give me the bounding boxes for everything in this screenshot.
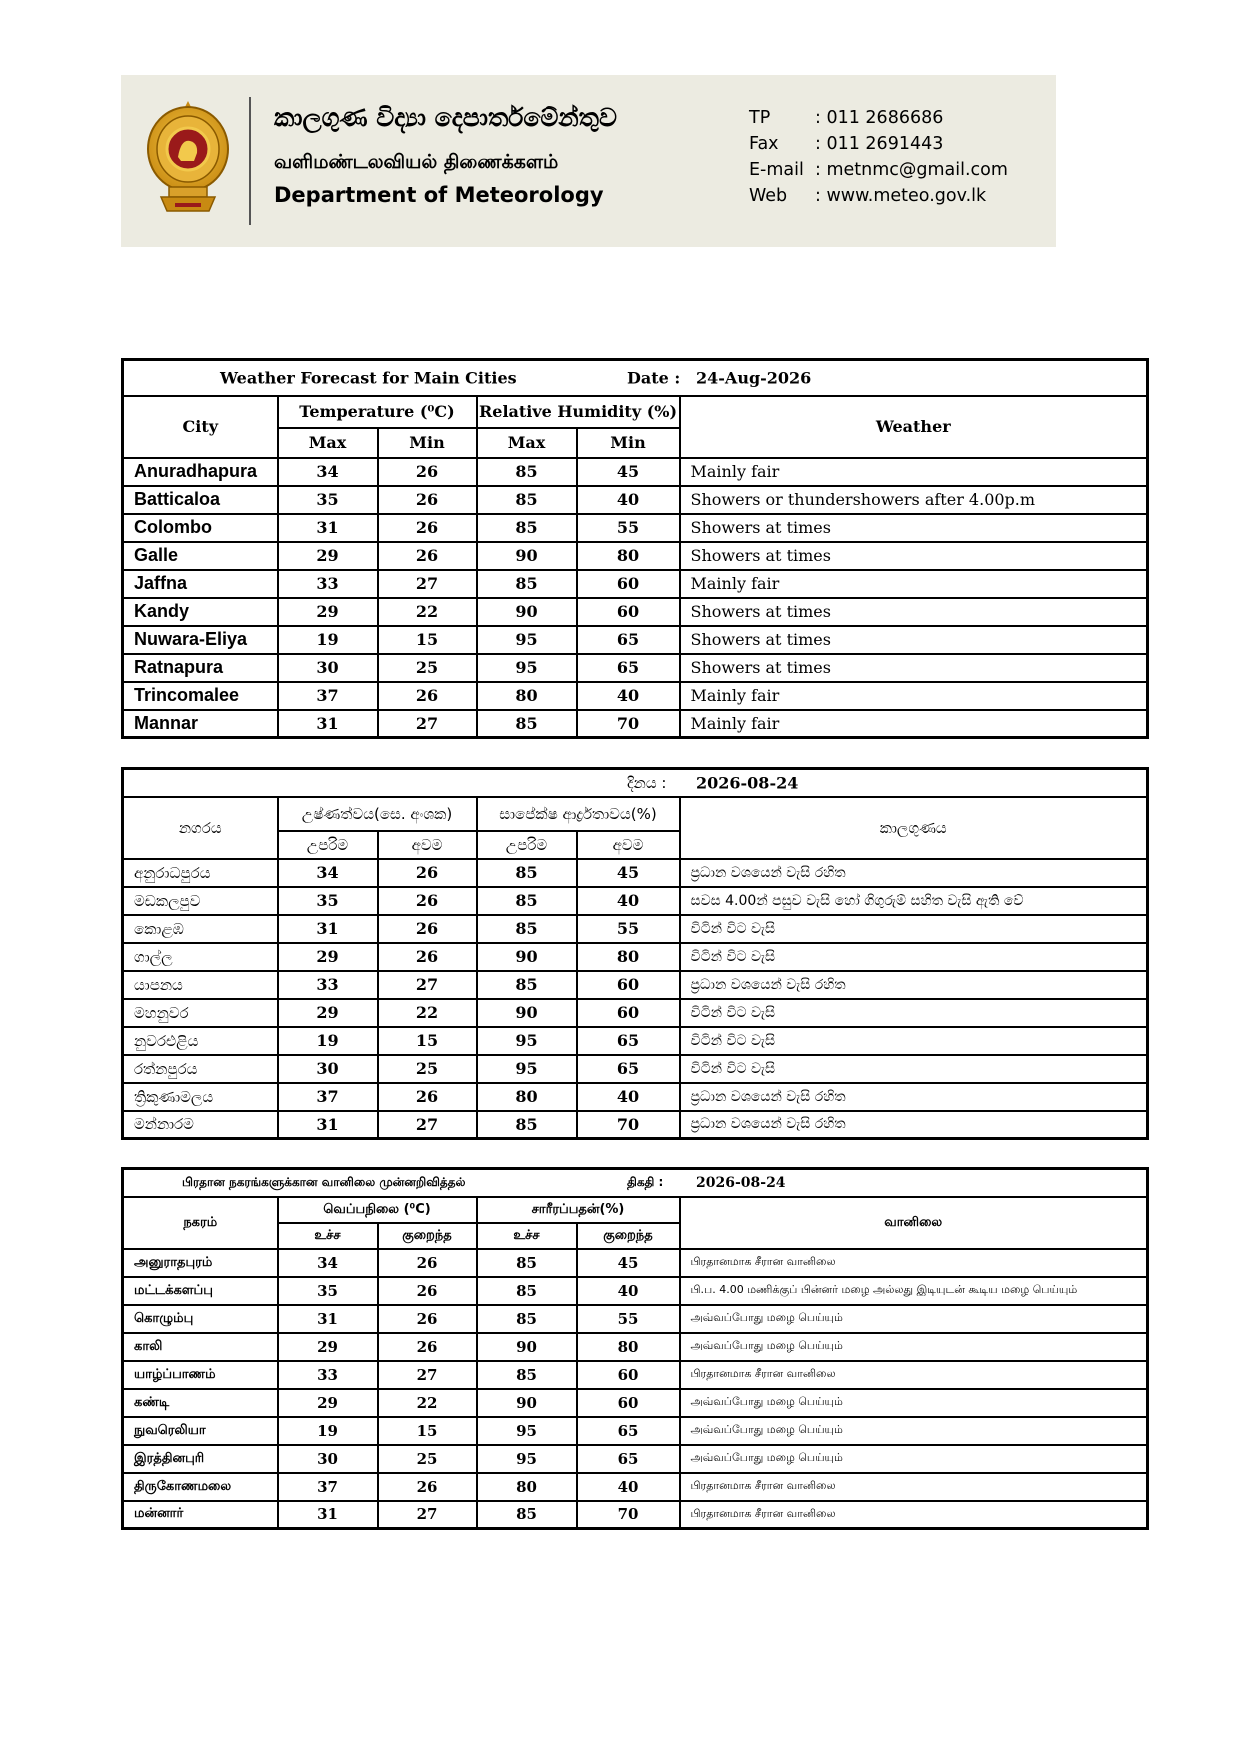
contact-email [749,157,1008,183]
city-name: ගාල්ල [123,943,278,971]
temp-max: 33 [278,971,378,999]
temp-min: 26 [378,1333,477,1361]
table-row [123,486,1148,514]
weather-condition: பி.ப. 4.00 மணிக்குப் பின்னர் மழை அல்லது இடியுடன் கூடிய மழை பெய்யும் [680,1277,1148,1305]
temp-min: 25 [378,1445,477,1473]
humidity-min: 70 [577,1111,680,1139]
temp-max: 29 [278,1389,378,1417]
temp-min: 22 [378,1389,477,1417]
city-name: அனுராதபுரம் [123,1249,278,1277]
contact-value[interactable]: : metnmc@gmail.com [815,160,1008,180]
temp-min: 26 [378,682,477,710]
weather-condition: Showers at times [680,514,1148,542]
city-name: මහනුවර [123,999,278,1027]
header-temp-min: අවම [378,831,477,859]
table-title-row [123,360,1148,396]
weather-condition: ප්‍රධාන වශයෙන් වැසි රහිත [680,1083,1148,1111]
humidity-max: 95 [477,1055,577,1083]
table-row [123,1501,1148,1529]
temp-max: 31 [278,1501,378,1529]
weather-condition: அவ்வப்போது மழை பெய்யும் [680,1305,1148,1333]
table-row [123,514,1148,542]
date-label: Date : [627,368,681,388]
weather-condition: பிரதானமாக சீரான வானிலை [680,1249,1148,1277]
city-name: Jaffna [123,570,278,598]
weather-condition: Showers at times [680,598,1148,626]
city-name: නුවරඑළිය [123,1027,278,1055]
temp-min: 22 [378,999,477,1027]
weather-condition: විටින් විට වැසි [680,1027,1148,1055]
header-rh-min: குறைந்த [577,1223,680,1249]
weather-condition: Showers at times [680,542,1148,570]
table-row [123,971,1148,999]
temp-min: 26 [378,1249,477,1277]
header-city: නගරය [123,797,278,859]
humidity-max: 85 [477,1361,577,1389]
humidity-min: 60 [577,598,680,626]
contact-label: E-mail [749,160,804,180]
table-row [123,1111,1148,1139]
contact-label: Web [749,186,788,206]
table-row [123,1027,1148,1055]
weather-condition: பிரதானமாக சீரான வானிலை [680,1501,1148,1529]
humidity-max: 90 [477,1389,577,1417]
humidity-max: 80 [477,1473,577,1501]
humidity-max: 85 [477,887,577,915]
weather-condition: அவ்வப்போது மழை பெய்யும் [680,1389,1148,1417]
temp-min: 27 [378,971,477,999]
table-row [123,598,1148,626]
city-name: நுவரெலியா [123,1417,278,1445]
contact-value: : 011 2686686 [815,108,944,128]
humidity-min: 65 [577,626,680,654]
table-row [123,626,1148,654]
weather-condition: அவ்வப்போது மழை பெய்யும் [680,1445,1148,1473]
temp-min: 27 [378,1501,477,1529]
city-name: රත්නපුරය [123,1055,278,1083]
city-name: கொழும்பு [123,1305,278,1333]
letterhead-banner [121,75,1056,247]
header-temp-max: උපරිම [278,831,378,859]
weather-condition: ප්‍රධාන වශයෙන් වැසි රහිත [680,971,1148,999]
temp-max: 34 [278,859,378,887]
temp-min: 22 [378,598,477,626]
table-row [123,1277,1148,1305]
temp-max: 37 [278,682,378,710]
weather-condition: அவ்வப்போது மழை பெய்யும் [680,1417,1148,1445]
header-rh-max: උපරිම [477,831,577,859]
temp-min: 27 [378,570,477,598]
table-row [123,1361,1148,1389]
temp-max: 29 [278,943,378,971]
header-rh-min: අවම [577,831,680,859]
weather-condition: ප්‍රධාන වශයෙන් වැසි රහිත [680,859,1148,887]
humidity-max: 85 [477,1277,577,1305]
humidity-max: 85 [477,458,577,486]
humidity-max: 90 [477,1333,577,1361]
humidity-min: 40 [577,1083,680,1111]
humidity-min: 40 [577,486,680,514]
city-name: Nuwara-Eliya [123,626,278,654]
temp-min: 27 [378,710,477,738]
temp-min: 15 [378,1417,477,1445]
humidity-max: 95 [477,654,577,682]
temp-min: 26 [378,1083,477,1111]
temp-max: 35 [278,887,378,915]
city-name: ත්‍රිකුණාමලය [123,1083,278,1111]
temp-max: 31 [278,1111,378,1139]
city-name: மட்டக்களப்பு [123,1277,278,1305]
forecast-date: 2026-08-24 [696,773,799,793]
humidity-max: 80 [477,682,577,710]
header-rh-max: Max [477,428,577,458]
humidity-max: 95 [477,1445,577,1473]
temp-min: 26 [378,486,477,514]
header-humidity: සාපේක්ෂ ආර්ද්‍රතාවය(%) [477,797,680,831]
city-name: යාපනය [123,971,278,999]
city-name: திருகோணமலை [123,1473,278,1501]
temp-min: 15 [378,1027,477,1055]
table-body [123,1249,1148,1529]
temp-min: 26 [378,1473,477,1501]
table-row [123,1389,1148,1417]
header-temperature: Temperature (⁰C) [278,396,477,428]
banner-divider [249,97,251,225]
header-humidity: சாரீரப்பதன்(%) [477,1197,680,1223]
city-name: Colombo [123,514,278,542]
temp-min: 26 [378,915,477,943]
humidity-min: 45 [577,859,680,887]
contact-value[interactable]: : www.meteo.gov.lk [815,186,987,206]
humidity-max: 85 [477,1305,577,1333]
city-name: மன்னார் [123,1501,278,1529]
temp-max: 29 [278,999,378,1027]
table-row [123,654,1148,682]
city-name: இரத்தினபுரி [123,1445,278,1473]
table-row [123,887,1148,915]
humidity-min: 40 [577,1277,680,1305]
table-body [123,859,1148,1139]
temp-max: 34 [278,1249,378,1277]
header-temp-min: குறைந்த [378,1223,477,1249]
table-row [123,682,1148,710]
table-row [123,458,1148,486]
humidity-max: 85 [477,971,577,999]
humidity-max: 90 [477,598,577,626]
weather-condition: பிரதானமாக சீரான வானிலை [680,1473,1148,1501]
humidity-min: 40 [577,887,680,915]
temp-max: 30 [278,1055,378,1083]
temp-max: 29 [278,598,378,626]
humidity-max: 85 [477,486,577,514]
humidity-min: 60 [577,1389,680,1417]
temp-max: 31 [278,915,378,943]
humidity-min: 65 [577,1055,680,1083]
temp-max: 34 [278,458,378,486]
table-row [123,1305,1148,1333]
humidity-min: 65 [577,1417,680,1445]
temp-min: 26 [378,943,477,971]
table-row [123,915,1148,943]
contact-details [749,105,1008,209]
humidity-max: 95 [477,1027,577,1055]
weather-condition: அவ்வப்போது மழை பெய்யும் [680,1333,1148,1361]
temp-max: 35 [278,486,378,514]
contact-label: TP [749,108,771,128]
table-row [123,710,1148,738]
city-name: யாழ்ப்பாணம் [123,1361,278,1389]
humidity-max: 80 [477,1083,577,1111]
weather-condition: Showers at times [680,626,1148,654]
humidity-max: 85 [477,1249,577,1277]
temp-max: 35 [278,1277,378,1305]
humidity-min: 55 [577,1305,680,1333]
city-name: காலி [123,1333,278,1361]
table-row [123,570,1148,598]
city-name: අනුරාධපුරය [123,859,278,887]
header-city: நகரம் [123,1197,278,1249]
temp-max: 33 [278,1361,378,1389]
temp-min: 26 [378,1305,477,1333]
temp-min: 26 [378,542,477,570]
humidity-max: 85 [477,570,577,598]
humidity-max: 85 [477,859,577,887]
header-rh-min: Min [577,428,680,458]
temp-max: 30 [278,654,378,682]
temp-max: 31 [278,710,378,738]
humidity-max: 90 [477,542,577,570]
table-row [123,542,1148,570]
humidity-max: 95 [477,626,577,654]
table-title: பிரதான நகரங்களுக்கான வானிலை முன்னறிவித்தல் [182,1174,466,1189]
humidity-max: 85 [477,1501,577,1529]
temp-max: 31 [278,514,378,542]
department-name-sinhala: කාලගුණ විද්‍යා දෙපාර්තමේන්තුව [274,103,617,132]
table-body [123,458,1148,738]
city-name: Kandy [123,598,278,626]
forecast-table-tamil [121,1167,1149,1530]
humidity-min: 40 [577,1473,680,1501]
forecast-date: 2026-08-24 [696,1174,786,1191]
temp-min: 26 [378,1277,477,1305]
weather-condition: Mainly fair [680,570,1148,598]
temp-min: 27 [378,1111,477,1139]
table-row [123,1333,1148,1361]
header-city: City [123,396,278,458]
humidity-min: 65 [577,1027,680,1055]
table-title-row [123,769,1148,797]
contact-value: : 011 2691443 [815,134,944,154]
contact-label: Fax [749,134,779,154]
city-name: Anuradhapura [123,458,278,486]
table-row [123,999,1148,1027]
contact-phone [749,105,1008,131]
header-rh-max: உச்ச [477,1223,577,1249]
temp-min: 26 [378,458,477,486]
humidity-min: 80 [577,542,680,570]
table-row [123,1249,1148,1277]
temp-max: 29 [278,1333,378,1361]
table-row [123,859,1148,887]
weather-condition: Mainly fair [680,682,1148,710]
header-weather: Weather [680,396,1148,458]
temp-max: 19 [278,626,378,654]
temp-max: 37 [278,1083,378,1111]
humidity-min: 70 [577,1501,680,1529]
city-name: கண்டி [123,1389,278,1417]
table-row [123,1473,1148,1501]
humidity-min: 65 [577,1445,680,1473]
city-name: Mannar [123,710,278,738]
temp-max: 19 [278,1417,378,1445]
header-humidity: Relative Humidity (%) [477,396,680,428]
weather-condition: Showers or thundershowers after 4.00p.m [680,486,1148,514]
humidity-min: 45 [577,1249,680,1277]
weather-condition: ප්‍රධාන වශයෙන් වැසි රහිත [680,1111,1148,1139]
weather-condition: Showers at times [680,654,1148,682]
city-name: කොළඹ [123,915,278,943]
national-emblem-icon [145,99,231,221]
temp-max: 19 [278,1027,378,1055]
humidity-max: 85 [477,1111,577,1139]
forecast-date: 24-Aug-2026 [696,368,812,388]
table-row [123,1055,1148,1083]
temp-max: 33 [278,570,378,598]
weather-condition: பிரதானமாக சீரான வானிலை [680,1361,1148,1389]
temp-min: 25 [378,654,477,682]
contact-fax [749,131,1008,157]
table-row [123,1083,1148,1111]
city-name: මඩකලපුව [123,887,278,915]
humidity-min: 60 [577,999,680,1027]
weather-condition: විටින් විට වැසි [680,915,1148,943]
humidity-min: 80 [577,943,680,971]
weather-condition: විටින් විට වැසි [680,1055,1148,1083]
temp-min: 27 [378,1361,477,1389]
city-name: Ratnapura [123,654,278,682]
table-title-row [123,1169,1148,1197]
humidity-min: 55 [577,514,680,542]
city-name: Galle [123,542,278,570]
humidity-max: 90 [477,999,577,1027]
weather-condition: විටින් විට වැසි [680,999,1148,1027]
city-name: මන්නාරම [123,1111,278,1139]
humidity-max: 95 [477,1417,577,1445]
table-row [123,1445,1148,1473]
temp-max: 37 [278,1473,378,1501]
humidity-max: 85 [477,915,577,943]
table-row [123,1417,1148,1445]
weather-condition: Mainly fair [680,710,1148,738]
temp-max: 31 [278,1305,378,1333]
date-label: දිනය : [627,773,667,792]
date-label: திகதி : [627,1174,664,1189]
forecast-table-sinhala [121,767,1149,1140]
temp-min: 26 [378,859,477,887]
humidity-min: 60 [577,570,680,598]
city-name: Trincomalee [123,682,278,710]
header-temp-min: Min [378,428,477,458]
department-name-tamil: வளிமண்டலவியல் திணைக்களம் [274,151,559,173]
temp-max: 30 [278,1445,378,1473]
humidity-min: 70 [577,710,680,738]
header-temperature: வெப்பநிலை (⁰C) [278,1197,477,1223]
humidity-min: 60 [577,1361,680,1389]
city-name: Batticaloa [123,486,278,514]
temp-min: 26 [378,514,477,542]
header-temp-max: Max [278,428,378,458]
header-weather: කාලගුණය [680,797,1148,859]
department-name-english: Department of Meteorology [274,183,604,207]
weather-condition: සවස 4.00න් පසුව වැසි හෝ ගිගුරුම් සහිත වැසි ඇති වේ [680,887,1148,915]
temp-min: 15 [378,626,477,654]
humidity-min: 45 [577,458,680,486]
contact-web [749,183,1008,209]
forecast-table-english [121,358,1149,739]
humidity-max: 90 [477,943,577,971]
table-title: Weather Forecast for Main Cities [220,368,517,388]
humidity-min: 40 [577,682,680,710]
weather-condition: Mainly fair [680,458,1148,486]
humidity-min: 55 [577,915,680,943]
temp-min: 26 [378,887,477,915]
header-temp-max: உச்ச [278,1223,378,1249]
header-temperature: උෂ්ණත්වය(සෙ. අංශක) [278,797,477,831]
table-row [123,943,1148,971]
weather-condition: විටින් විට වැසි [680,943,1148,971]
temp-max: 29 [278,542,378,570]
humidity-min: 65 [577,654,680,682]
humidity-max: 85 [477,514,577,542]
humidity-max: 85 [477,710,577,738]
humidity-min: 80 [577,1333,680,1361]
header-weather: வானிலை [680,1197,1148,1249]
humidity-min: 60 [577,971,680,999]
temp-min: 25 [378,1055,477,1083]
